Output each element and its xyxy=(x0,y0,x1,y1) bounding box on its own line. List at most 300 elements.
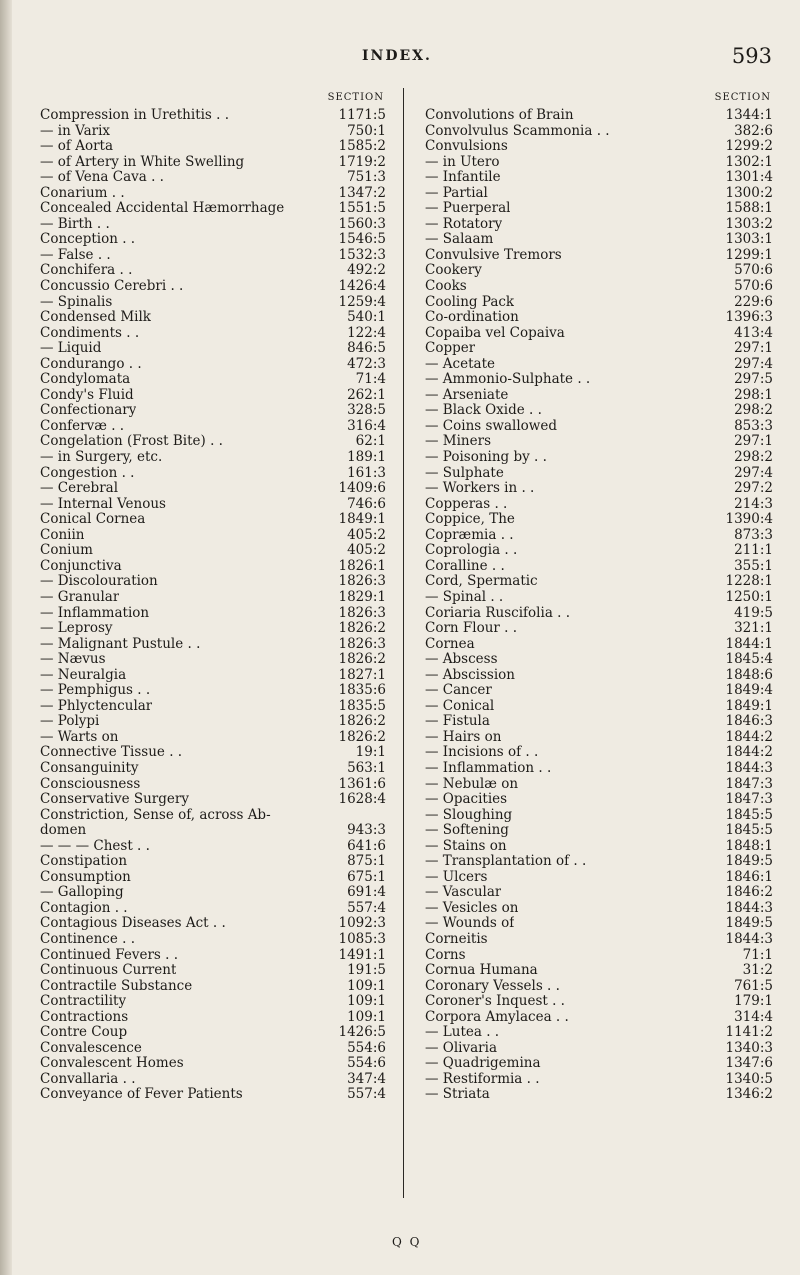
index-term: — Lutea . . xyxy=(425,1025,500,1041)
section-reference: 1300:2 xyxy=(725,184,773,201)
index-entry xyxy=(425,357,775,373)
index-entry xyxy=(40,683,388,699)
index-term: Contagion . . xyxy=(40,900,128,916)
index-term: — Transplantation of . . xyxy=(425,854,587,870)
index-entry xyxy=(40,263,388,279)
index-term: Condy's Fluid xyxy=(40,387,134,403)
section-reference: 1844:3 xyxy=(725,759,773,776)
index-term: — Striata xyxy=(425,1087,490,1103)
index-entry xyxy=(40,668,388,684)
index-term: Condylomata xyxy=(40,372,131,388)
index-entry xyxy=(425,543,775,559)
index-entry xyxy=(40,932,388,948)
index-entry xyxy=(40,186,388,202)
section-reference: 1340:3 xyxy=(725,1039,773,1056)
index-term: — in Surgery, etc. xyxy=(40,450,163,466)
index-term: — Salaam xyxy=(425,232,494,248)
index-term: — Liquid xyxy=(40,341,102,357)
index-entry xyxy=(425,839,775,855)
index-entry xyxy=(40,901,388,917)
index-term: — — — Chest . . xyxy=(40,838,150,854)
index-entry xyxy=(425,854,775,870)
index-term: — Restiformia . . xyxy=(425,1071,540,1087)
section-reference: 161:3 xyxy=(347,464,386,481)
section-reference: 1628:4 xyxy=(338,791,386,808)
index-term: — Sulphate xyxy=(425,465,504,481)
index-term: Confervæ . . xyxy=(40,418,125,434)
index-term: — Spinal . . xyxy=(425,589,504,605)
section-reference: 405:2 xyxy=(347,526,386,543)
index-term: — Stains on xyxy=(425,838,507,854)
index-entry xyxy=(40,652,388,668)
index-entry xyxy=(425,994,775,1010)
index-term: Coralline . . xyxy=(425,558,505,574)
index-term: Convalescent Homes xyxy=(40,1056,184,1072)
section-reference: 347:4 xyxy=(347,1070,386,1087)
index-entry xyxy=(425,916,775,932)
index-term: Coprologia . . xyxy=(425,543,518,559)
index-entry xyxy=(40,108,388,124)
section-reference: 1250:1 xyxy=(725,588,773,605)
index-term: Cooling Pack xyxy=(425,294,515,310)
section-reference: 321:1 xyxy=(734,620,773,637)
index-entry xyxy=(40,450,388,466)
section-reference: 1848:1 xyxy=(725,837,773,854)
index-entry xyxy=(40,979,388,995)
section-reference: 1532:3 xyxy=(338,246,386,263)
index-term: Convalescence xyxy=(40,1040,142,1056)
section-reference: 1141:2 xyxy=(725,1024,773,1041)
index-term: — Ulcers xyxy=(425,869,488,885)
section-reference: 31:2 xyxy=(742,962,773,979)
section-reference: 675:1 xyxy=(347,868,386,885)
section-reference: 472:3 xyxy=(347,355,386,372)
index-entry xyxy=(425,372,775,388)
index-entry xyxy=(425,450,775,466)
index-entry xyxy=(40,559,388,575)
index-term: Corn Flour . . xyxy=(425,621,518,637)
index-term: Cord, Spermatic xyxy=(425,574,538,590)
section-reference: 1719:2 xyxy=(338,153,386,170)
index-entry xyxy=(425,434,775,450)
index-term: Consumption xyxy=(40,869,131,885)
section-reference: 1340:5 xyxy=(725,1070,773,1087)
section-reference: 1846:1 xyxy=(725,868,773,885)
index-term: Constriction, Sense of, across Ab- xyxy=(40,807,271,823)
index-term: — of Aorta xyxy=(40,139,114,155)
index-term: — Fistula xyxy=(425,714,490,730)
section-reference: 1826:3 xyxy=(338,635,386,652)
page-header xyxy=(0,44,800,72)
index-entry xyxy=(40,839,388,855)
section-reference: 1491:1 xyxy=(338,946,386,963)
section-reference: 1303:2 xyxy=(725,215,773,232)
index-entry xyxy=(40,606,388,622)
page-number: 593 xyxy=(731,44,772,68)
index-entry xyxy=(40,512,388,528)
section-reference: 853:3 xyxy=(734,417,773,434)
index-term: Compression in Urethitis . . xyxy=(40,108,230,123)
section-reference: 19:1 xyxy=(355,744,386,761)
index-entry xyxy=(40,1072,388,1088)
section-reference: 297:5 xyxy=(734,371,773,388)
index-term: Coronary Vessels . . xyxy=(425,978,560,994)
index-entry xyxy=(40,497,388,513)
section-reference: 1546:5 xyxy=(338,231,386,248)
index-term: Corns xyxy=(425,947,466,963)
section-reference: 540:1 xyxy=(347,309,386,326)
section-reference: 1829:1 xyxy=(338,588,386,605)
index-term: — Neuralgia xyxy=(40,667,127,683)
index-term: — Pemphigus . . xyxy=(40,683,151,699)
index-entry xyxy=(40,543,388,559)
section-reference: 1845:5 xyxy=(725,822,773,839)
index-entry xyxy=(425,263,775,279)
section-reference: 554:6 xyxy=(347,1055,386,1072)
index-term: — Internal Venous xyxy=(40,496,166,512)
section-reference: 1347:2 xyxy=(338,184,386,201)
index-term: — of Vena Cava . . xyxy=(40,170,164,186)
page-binding-edge xyxy=(0,0,12,1275)
index-term: — Coins swallowed xyxy=(425,418,557,434)
index-term: Copperas . . xyxy=(425,496,508,512)
section-reference: 1560:3 xyxy=(338,215,386,232)
index-entry xyxy=(425,326,775,342)
section-reference: 297:4 xyxy=(734,355,773,372)
index-entry xyxy=(425,497,775,513)
index-entry xyxy=(425,870,775,886)
index-entry xyxy=(40,124,388,140)
index-entry xyxy=(40,1087,388,1103)
index-entry xyxy=(425,1025,775,1041)
index-entry xyxy=(425,963,775,979)
index-term: Conception . . xyxy=(40,232,136,248)
index-term: — False . . xyxy=(40,247,111,263)
index-term: — Conical xyxy=(425,698,495,714)
index-entry xyxy=(40,232,388,248)
index-entry xyxy=(425,1041,775,1057)
index-term: Concussio Cerebri . . xyxy=(40,279,184,295)
index-term: — Acetate xyxy=(425,356,495,372)
index-entry xyxy=(425,761,775,777)
index-term: Conjunctiva xyxy=(40,558,122,574)
index-term: — Abscess xyxy=(425,652,498,668)
index-term: domen xyxy=(40,823,87,839)
section-reference: 1845:5 xyxy=(725,806,773,823)
index-entry xyxy=(425,248,775,264)
section-reference: 554:6 xyxy=(347,1039,386,1056)
section-reference: 211:1 xyxy=(734,542,773,559)
index-entry-list xyxy=(40,108,388,1103)
section-reference: 1551:5 xyxy=(338,200,386,217)
index-term: — Leprosy xyxy=(40,621,113,637)
index-entry xyxy=(425,1087,775,1103)
section-reference: 314:4 xyxy=(734,1008,773,1025)
index-term: — Spinalis xyxy=(40,294,113,310)
index-entry xyxy=(425,1072,775,1088)
index-entry xyxy=(40,466,388,482)
section-reference: 419:5 xyxy=(734,604,773,621)
index-entry xyxy=(40,217,388,233)
index-entry xyxy=(40,745,388,761)
index-entry xyxy=(40,170,388,186)
index-term: — Black Oxide . . xyxy=(425,403,542,419)
index-term: — Abscission xyxy=(425,667,515,683)
section-reference: 191:5 xyxy=(347,962,386,979)
index-entry xyxy=(40,201,388,217)
index-term: Copræmia . . xyxy=(425,527,514,543)
page-title: INDEX. xyxy=(362,48,432,64)
index-term: Copaiba vel Copaiva xyxy=(425,325,565,341)
index-entry xyxy=(40,948,388,964)
index-entry xyxy=(425,637,775,653)
index-entry xyxy=(40,994,388,1010)
index-term: Cooks xyxy=(425,279,467,295)
index-entry xyxy=(425,745,775,761)
index-term: Concealed Accidental Hæmorrhage xyxy=(40,201,285,217)
section-reference: 297:4 xyxy=(734,464,773,481)
index-term: — Inflammation . . xyxy=(425,760,552,776)
index-term: — Nebulæ on xyxy=(425,776,519,792)
index-term: Continued Fevers . . xyxy=(40,947,178,963)
index-entry xyxy=(40,1025,388,1041)
section-reference: 1585:2 xyxy=(338,138,386,155)
section-reference: 1835:5 xyxy=(338,697,386,714)
section-reference: 1835:6 xyxy=(338,682,386,699)
index-entry xyxy=(425,621,775,637)
index-term: Conservative Surgery xyxy=(40,792,189,808)
index-term: Convolvulus Scammonia . . xyxy=(425,123,610,139)
index-term: — Opacities xyxy=(425,792,508,808)
index-entry xyxy=(425,466,775,482)
index-entry xyxy=(425,341,775,357)
index-entry xyxy=(425,1056,775,1072)
section-reference: 1845:4 xyxy=(725,651,773,668)
index-entry xyxy=(425,574,775,590)
section-reference: 262:1 xyxy=(347,386,386,403)
index-entry xyxy=(425,295,775,311)
index-entry xyxy=(425,606,775,622)
index-term: Contractions xyxy=(40,1009,129,1025)
index-term: — Hairs on xyxy=(425,729,502,745)
index-term: — Incisions of . . xyxy=(425,745,539,761)
index-term: Coppice, The xyxy=(425,512,515,528)
index-entry xyxy=(40,792,388,808)
index-term: — Warts on xyxy=(40,729,119,745)
index-entry xyxy=(425,512,775,528)
section-reference: 492:2 xyxy=(347,262,386,279)
index-term: — Granular xyxy=(40,589,120,605)
index-entry xyxy=(40,528,388,544)
section-reference: 1588:1 xyxy=(725,200,773,217)
index-term: Congelation (Frost Bite) . . xyxy=(40,434,223,450)
index-entry xyxy=(425,730,775,746)
index-term: — Malignant Pustule . . xyxy=(40,636,201,652)
section-reference: 297:1 xyxy=(734,433,773,450)
index-entry xyxy=(40,777,388,793)
index-entry xyxy=(425,279,775,295)
section-reference: 1844:3 xyxy=(725,899,773,916)
index-term: Continuous Current xyxy=(40,963,177,979)
index-entry xyxy=(40,1041,388,1057)
index-term: Contractility xyxy=(40,994,127,1010)
section-reference: 109:1 xyxy=(347,977,386,994)
index-entry xyxy=(40,388,388,404)
index-term: — Vesicles on xyxy=(425,900,519,916)
section-reference: 1826:2 xyxy=(338,651,386,668)
index-entry xyxy=(40,714,388,730)
section-reference: 1301:4 xyxy=(725,169,773,186)
index-entry xyxy=(425,668,775,684)
index-term: Coroner's Inquest . . xyxy=(425,994,565,1010)
section-reference: 1849:1 xyxy=(338,511,386,528)
index-term: Condensed Milk xyxy=(40,310,151,326)
index-term: — Poisoning by . . xyxy=(425,450,547,466)
section-reference: 1426:4 xyxy=(338,278,386,295)
index-term: — Workers in . . xyxy=(425,481,535,497)
index-entry xyxy=(40,357,388,373)
index-term: — Softening xyxy=(425,823,509,839)
section-reference: 1171:5 xyxy=(338,107,386,123)
index-entry xyxy=(425,201,775,217)
index-entry xyxy=(425,155,775,171)
index-term: — Vascular xyxy=(425,885,502,901)
section-reference: 1849:4 xyxy=(725,682,773,699)
section-reference: 751:3 xyxy=(347,169,386,186)
section-reference: 1844:1 xyxy=(725,635,773,652)
section-reference: 1299:2 xyxy=(725,138,773,155)
index-entry xyxy=(40,419,388,435)
index-term: — Cerebral xyxy=(40,481,119,497)
index-term: Contagious Diseases Act . . xyxy=(40,916,226,932)
section-reference: 71:4 xyxy=(355,371,386,388)
index-term: Co-ordination xyxy=(425,310,519,326)
index-term: Coniin xyxy=(40,527,85,543)
section-reference: 1426:5 xyxy=(338,1024,386,1041)
section-reference: 328:5 xyxy=(347,402,386,419)
index-entry xyxy=(40,808,388,824)
column-divider xyxy=(403,88,404,1198)
index-entry xyxy=(40,621,388,637)
index-entry xyxy=(40,403,388,419)
index-term: Consciousness xyxy=(40,776,141,792)
section-reference: 122:4 xyxy=(347,324,386,341)
index-term: Continence . . xyxy=(40,931,135,947)
index-entry xyxy=(425,823,775,839)
section-column-header: SECTION xyxy=(327,92,384,103)
index-term: — Galloping xyxy=(40,885,124,901)
index-term: — Wounds of xyxy=(425,916,515,932)
index-term: Corneitis xyxy=(425,931,488,947)
section-reference: 1302:1 xyxy=(725,153,773,170)
section-reference: 691:4 xyxy=(347,884,386,901)
index-term: — Phlyctencular xyxy=(40,698,153,714)
section-reference: 1847:3 xyxy=(725,775,773,792)
section-reference: 1849:1 xyxy=(725,697,773,714)
index-term: — Ammonio-Sulphate . . xyxy=(425,372,591,388)
index-entry xyxy=(425,1010,775,1026)
section-reference: 1844:2 xyxy=(725,744,773,761)
index-column-left xyxy=(40,92,388,1103)
index-term: Convallaria . . xyxy=(40,1071,136,1087)
index-term: Connective Tissue . . xyxy=(40,745,183,761)
index-term: Coriaria Ruscifolia . . xyxy=(425,605,571,621)
index-term: Conveyance of Fever Patients xyxy=(40,1087,243,1103)
section-reference: 1303:1 xyxy=(725,231,773,248)
index-term: — Rotatory xyxy=(425,216,503,232)
section-reference: 316:4 xyxy=(347,417,386,434)
section-reference: 297:2 xyxy=(734,480,773,497)
index-term: Congestion . . xyxy=(40,465,135,481)
index-term: Convulsions xyxy=(425,139,508,155)
index-term: Condurango . . xyxy=(40,356,142,372)
index-term: — Nævus xyxy=(40,652,106,668)
section-reference: 1826:3 xyxy=(338,604,386,621)
index-term: Conium xyxy=(40,543,93,559)
section-reference: 1409:6 xyxy=(338,480,386,497)
section-reference: 405:2 xyxy=(347,542,386,559)
index-entry xyxy=(40,854,388,870)
index-entry xyxy=(425,590,775,606)
section-reference: 1228:1 xyxy=(725,573,773,590)
section-reference: 570:6 xyxy=(734,262,773,279)
index-entry xyxy=(40,730,388,746)
index-entry xyxy=(425,885,775,901)
section-reference: 1259:4 xyxy=(338,293,386,310)
index-entry xyxy=(40,637,388,653)
section-reference: 641:6 xyxy=(347,837,386,854)
index-entry xyxy=(40,139,388,155)
index-term: Consanguinity xyxy=(40,760,139,776)
section-reference: 298:1 xyxy=(734,386,773,403)
index-entry xyxy=(425,481,775,497)
section-reference: 1848:6 xyxy=(725,666,773,683)
index-entry xyxy=(425,683,775,699)
index-term: Convolutions of Brain xyxy=(425,108,574,123)
index-term: Conical Cornea xyxy=(40,512,146,528)
index-term: — Miners xyxy=(425,434,491,450)
index-entry xyxy=(40,761,388,777)
index-entry xyxy=(425,217,775,233)
index-term: — Partial xyxy=(425,185,488,201)
section-reference: 382:6 xyxy=(734,122,773,139)
section-reference: 229:6 xyxy=(734,293,773,310)
section-reference: 109:1 xyxy=(347,993,386,1010)
index-entry xyxy=(425,777,775,793)
section-reference: 1092:3 xyxy=(338,915,386,932)
index-term: — Inflammation xyxy=(40,605,150,621)
index-term: Conarium . . xyxy=(40,185,125,201)
index-entry xyxy=(425,419,775,435)
index-entry xyxy=(40,481,388,497)
section-reference: 297:1 xyxy=(734,340,773,357)
index-entry xyxy=(40,248,388,264)
index-entry xyxy=(425,139,775,155)
section-reference: 1849:5 xyxy=(725,853,773,870)
index-entry xyxy=(425,186,775,202)
index-entry xyxy=(425,714,775,730)
section-reference: 1346:2 xyxy=(725,1086,773,1103)
index-entry xyxy=(40,310,388,326)
index-term: Cornea xyxy=(425,636,475,652)
index-entry xyxy=(425,388,775,404)
section-reference: 1390:4 xyxy=(725,511,773,528)
section-reference: 1826:2 xyxy=(338,620,386,637)
index-term: Cookery xyxy=(425,263,482,279)
section-reference: 189:1 xyxy=(347,449,386,466)
section-reference: 1826:2 xyxy=(338,728,386,745)
section-reference: 1299:1 xyxy=(725,246,773,263)
